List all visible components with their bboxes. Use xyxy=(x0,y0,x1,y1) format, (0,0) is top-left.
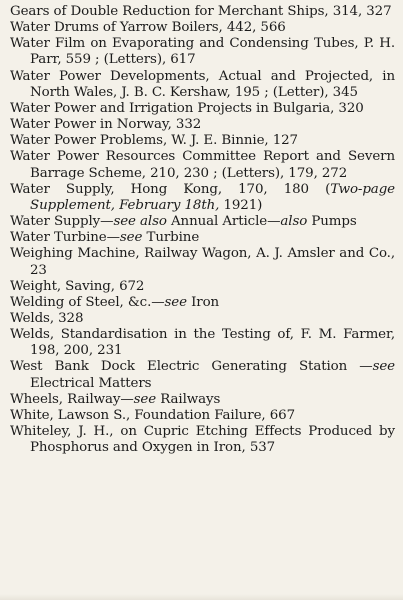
index-entry-text: Welds, 328 xyxy=(10,310,84,326)
index-entry-text: Water Power Developments, Actual and Projected, in North Wales, J. B. C. Kershaw, 195 ; (Letter), 345 xyxy=(10,68,395,100)
index-entry xyxy=(10,69,395,101)
index-entry-text: Welding of Steel, &c.— xyxy=(10,294,165,310)
index-entry xyxy=(10,101,395,117)
index-entry-italic-text: see xyxy=(164,294,187,310)
index-entry xyxy=(10,20,395,36)
index-entry-text: Water Supply— xyxy=(10,214,114,230)
index-entry-text: Railways xyxy=(156,391,221,407)
index-entry xyxy=(10,392,395,408)
index-entry xyxy=(10,117,395,133)
index-entry-italic-text: see xyxy=(119,230,143,246)
index-entry xyxy=(10,133,395,149)
index-entry xyxy=(10,295,395,311)
index-entry-text: Water Drums of Yarrow Boilers, 442, 566 xyxy=(10,20,286,36)
index-entry-text: Weighing Machine, Railway Wagon, A. J. Amsler and Co., 23 xyxy=(10,246,395,278)
index-entry-italic-text: see xyxy=(372,359,395,375)
index-entry xyxy=(10,214,395,230)
index-entry-text: Gears of Double Reduction for Merchant Ships, 314, 327 xyxy=(10,4,392,19)
index-entry-text: Turbine xyxy=(142,230,200,246)
index-entry-text: Iron xyxy=(186,294,220,310)
index-entry xyxy=(10,149,395,181)
index-list xyxy=(10,4,395,456)
index-entry-text: Water Supply, Hong Kong, 170, 180 ( xyxy=(10,181,331,197)
index-entry-text: Whiteley, J. H., on Cupric Etching Effects Produced by Phosphorus and Oxygen in Iron, 537 xyxy=(10,424,395,456)
index-entry-text: Annual Article— xyxy=(166,214,281,230)
index-entry xyxy=(10,327,395,359)
index-entry xyxy=(10,279,395,295)
index-entry xyxy=(10,246,395,278)
index-entry-text: Weight, Saving, 672 xyxy=(10,278,145,294)
index-entry xyxy=(10,36,395,68)
index-entry xyxy=(10,4,395,20)
index-entry-text: Water Power in Norway, 332 xyxy=(10,117,202,133)
index-entry-text: Water Power and Irrigation Projects in Bulgaria, 320 xyxy=(10,100,364,116)
index-entry xyxy=(10,424,395,456)
index-entry xyxy=(10,230,395,246)
index-entry-italic-text: Two-page Supplement, February 18th, xyxy=(30,181,395,213)
index-entry-text: Wheels, Railway— xyxy=(10,391,134,407)
index-entry xyxy=(10,182,395,214)
index-entry-text: Water Film on Evaporating and Condensing Tubes, P. H. Parr, 559 ; (Letters), 617 xyxy=(10,36,395,68)
page-bottom-edge xyxy=(0,594,403,600)
index-entry-text: Water Power Resources Committee Report and Severn Barrage Scheme, 210, 230 ; (Letters), 179, 272 xyxy=(10,149,395,181)
index-entry-text: Welds, Standardisation in the Testing of, F. M. Farmer, 198, 200, 231 xyxy=(10,327,395,359)
index-entry-text: West Bank Dock Electric Generating Station — xyxy=(10,359,373,375)
index-entry-italic-text: also xyxy=(280,214,308,230)
index-entry-text: Water Power Problems, W. J. E. Binnie, 127 xyxy=(10,133,298,149)
index-entry-text: Electrical Matters xyxy=(30,375,152,391)
index-entry xyxy=(10,311,395,327)
index-entry-text: Pumps xyxy=(307,214,357,230)
index-entry-text: White, Lawson S., Foundation Failure, 667 xyxy=(10,407,295,423)
index-entry-text: 1921) xyxy=(219,197,263,213)
index-entry-italic-text: see also xyxy=(113,214,167,230)
index-entry-italic-text: see xyxy=(133,391,157,407)
index-entry xyxy=(10,408,395,424)
index-entry-text: Water Turbine— xyxy=(10,230,120,246)
index-entry xyxy=(10,359,395,391)
